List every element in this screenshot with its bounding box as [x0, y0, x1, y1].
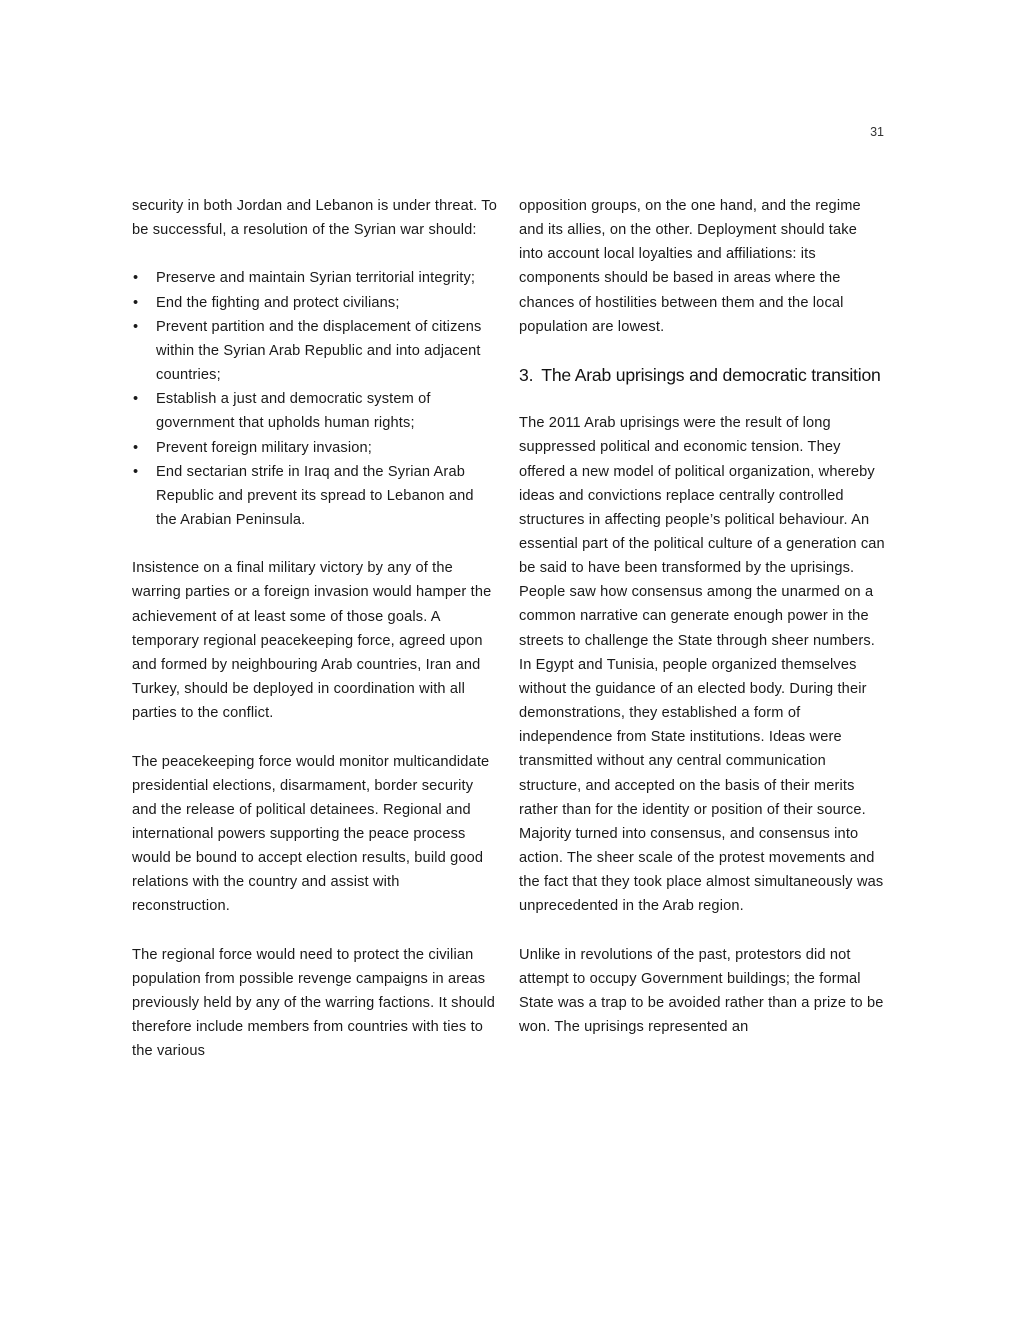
- bullet-icon: •: [133, 318, 139, 335]
- goals-list: [132, 266, 498, 532]
- paragraph-gap: [519, 339, 885, 363]
- body-paragraph: Insistence on a final military victory by any of the warring parties or a foreign invasion would hamper the achievement of at least some of those goals. A temporary regional peacekeeping force, agreed upon and formed by neighbouring Arab countries, Iran and Turkey, should be deployed in coordination with all parties to the conflict.: [132, 560, 492, 722]
- bullet-icon: •: [133, 294, 139, 311]
- right-column: [519, 194, 885, 1039]
- list-item-text: Prevent foreign military invasion;: [156, 439, 372, 456]
- list-item-text: Establish a just and democratic system of government that upholds human rights;: [156, 391, 431, 432]
- list-item: [132, 460, 498, 532]
- left-column: [132, 194, 498, 1064]
- list-item-text: Prevent partition and the displacement of citizens within the Syrian Arab Republic and into adjacent countries;: [156, 318, 482, 384]
- paragraph-gap: [519, 387, 885, 411]
- bullet-icon: •: [133, 439, 139, 456]
- page-number: 31: [870, 125, 884, 139]
- list-item: [132, 436, 498, 460]
- paragraph-gap: [132, 725, 498, 749]
- list-item: [132, 387, 498, 435]
- body-paragraph: Unlike in revolutions of the past, protestors did not attempt to occupy Government buildings; the formal State was a trap to be avoided rather than a prize to be won. The uprisings represented an: [519, 946, 884, 1036]
- section-heading: [519, 363, 885, 387]
- body-paragraph: The regional force would need to protect the civilian population from possible revenge campaigns in areas previously held by any of the warring factions. It should therefore include members from countries with ties to the various: [132, 946, 496, 1060]
- list-item: [132, 291, 498, 315]
- list-item-text: End the fighting and protect civilians;: [156, 294, 400, 311]
- bullet-icon: •: [133, 463, 139, 480]
- intro-paragraph: security in both Jordan and Lebanon is under threat. To be successful, a resolution of the Syrian war should:: [132, 198, 497, 239]
- paragraph-gap: [132, 532, 498, 556]
- body-paragraph: The 2011 Arab uprisings were the result of long suppressed political and economic tension. They offered a new model of political organization, whereby ideas and convictions replace centrally controlled structures in affecting people’s political behaviour. An essential part of the political culture of a generation can be said to have been transformed by the uprisings. People saw how consensus among the unarmed on a common narrative can generate enough power in the streets to challenge the State through sheer numbers. In Egypt and Tunisia, people organized themselves without the guidance of an elected body. During their demonstrations, they established a form of independence from State institutions. Ideas were transmitted without any central communication structure, and accepted on the basis of their merits rather than for the identity or position of their source. Majority turned into consensus, and consensus into action. The sheer scale of the protest movements and the fact that they took place almost simultaneously was unprecedented in the Arab region.: [519, 415, 885, 915]
- section-number: 3.: [519, 365, 534, 386]
- body-paragraph: The peacekeeping force would monitor multicandidate presidential elections, disarmament, border security and the release of political detainees. Regional and international powers supporting the peace process would be bound to accept election results, build good relations with the country and assist with reconstruction.: [132, 753, 490, 915]
- body-paragraph: opposition groups, on the one hand, and the regime and its allies, on the other. Deployment should take into account local loyalties and affiliations: its components should be based in areas where the chances of hostilities between them and the local population are lowest.: [519, 198, 861, 335]
- list-item: [132, 315, 498, 387]
- section-title: The Arab uprisings and democratic transition: [541, 365, 881, 386]
- list-item-text: End sectarian strife in Iraq and the Syrian Arab Republic and prevent its spread to Lebanon and the Arabian Peninsula.: [156, 463, 474, 529]
- paragraph-gap: [519, 919, 885, 943]
- paragraph-gap: [132, 242, 498, 266]
- list-item: [132, 266, 498, 290]
- paragraph-gap: [132, 919, 498, 943]
- bullet-icon: •: [133, 391, 139, 408]
- bullet-icon: •: [133, 270, 139, 287]
- list-item-text: Preserve and maintain Syrian territorial integrity;: [156, 270, 476, 287]
